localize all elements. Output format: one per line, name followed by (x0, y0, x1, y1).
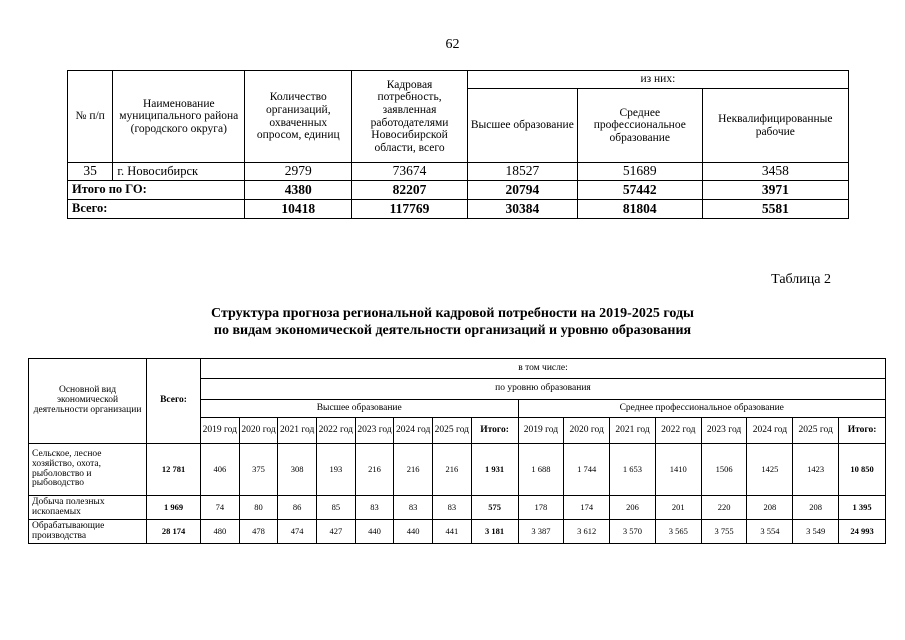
secondary-value: 1506 (701, 444, 747, 496)
higher-value: 440 (394, 520, 433, 544)
secondary-value: 3 565 (655, 520, 701, 544)
header-demand: Кадровая потребность, заявленная работодателями Новосибирской области, всего (352, 71, 467, 163)
district-demand-table (67, 70, 849, 219)
year-header: 2025 год (793, 418, 839, 444)
secondary-value: 3 570 (610, 520, 656, 544)
year-header: 2024 год (747, 418, 793, 444)
year-header: 2021 год (278, 418, 317, 444)
total-all-row (68, 200, 849, 219)
total-go-unskilled: 3971 (702, 181, 848, 200)
secondary-value: 3 387 (518, 520, 564, 544)
header-num: № п/п (68, 71, 113, 163)
header-higher: Высшее образование (467, 89, 577, 163)
total-go-secondary: 57442 (577, 181, 702, 200)
table-row (29, 496, 886, 520)
row-orgs: 2979 (245, 163, 352, 181)
secondary-value: 1 744 (564, 444, 610, 496)
secondary-value: 1 653 (610, 444, 656, 496)
row-num: 35 (68, 163, 113, 181)
year-header: 2019 год (200, 418, 239, 444)
total-go-label: Итого по ГО: (68, 181, 245, 200)
secondary-value: 1425 (747, 444, 793, 496)
higher-total: 575 (471, 496, 518, 520)
year-header: 2024 год (394, 418, 433, 444)
row-name: г. Новосибирск (113, 163, 245, 181)
secondary-value: 3 755 (701, 520, 747, 544)
higher-value: 216 (355, 444, 394, 496)
higher-value: 480 (200, 520, 239, 544)
total-all-unskilled: 5581 (702, 200, 848, 219)
row-higher: 18527 (467, 163, 577, 181)
activity-name: Добыча полезных ископаемых (29, 496, 147, 520)
year-header: 2022 год (655, 418, 701, 444)
higher-value: 440 (355, 520, 394, 544)
higher-value: 83 (433, 496, 472, 520)
page-number: 62 (445, 37, 460, 52)
row-total: 1 969 (147, 496, 201, 520)
higher-value: 74 (200, 496, 239, 520)
table-row (29, 444, 886, 496)
forecast-structure-table (28, 358, 886, 544)
higher-value: 216 (433, 444, 472, 496)
header-secondary: Среднее профессиональное образование (577, 89, 702, 163)
header-total: Всего: (147, 359, 201, 444)
secondary-value: 1 688 (518, 444, 564, 496)
row-total: 28 174 (147, 520, 201, 544)
row-demand: 73674 (352, 163, 467, 181)
total-all-label: Всего: (68, 200, 245, 219)
header-higher-edu: Высшее образование (200, 400, 518, 418)
secondary-total: 24 993 (839, 520, 886, 544)
total-go-higher: 20794 (467, 181, 577, 200)
secondary-value: 178 (518, 496, 564, 520)
year-header: 2023 год (355, 418, 394, 444)
table-row (68, 163, 849, 181)
total-go-orgs: 4380 (245, 181, 352, 200)
higher-value: 83 (355, 496, 394, 520)
table2-title (0, 305, 905, 339)
secondary-value: 174 (564, 496, 610, 520)
secondary-value: 1423 (793, 444, 839, 496)
higher-total: 1 931 (471, 444, 518, 496)
table-row (29, 520, 886, 544)
table2-title-line1: Структура прогноза региональной кадровой потребности на 2019-2025 годы (211, 306, 694, 321)
higher-value: 85 (317, 496, 356, 520)
secondary-subtotal-header: Итого: (839, 418, 886, 444)
total-all-demand: 117769 (352, 200, 467, 219)
total-all-secondary: 81804 (577, 200, 702, 219)
total-all-higher: 30384 (467, 200, 577, 219)
higher-subtotal-header: Итого: (471, 418, 518, 444)
header-of-them: из них: (467, 71, 848, 89)
higher-value: 375 (239, 444, 278, 496)
year-header: 2020 год (239, 418, 278, 444)
total-go-demand: 82207 (352, 181, 467, 200)
higher-value: 427 (317, 520, 356, 544)
higher-value: 308 (278, 444, 317, 496)
row-secondary: 51689 (577, 163, 702, 181)
table2-caption: Таблица 2 (771, 272, 831, 287)
year-header: 2020 год (564, 418, 610, 444)
header-activity: Основной вид экономической деятельности организации (29, 359, 147, 444)
secondary-value: 208 (747, 496, 793, 520)
secondary-value: 220 (701, 496, 747, 520)
higher-value: 406 (200, 444, 239, 496)
higher-value: 86 (278, 496, 317, 520)
higher-value: 83 (394, 496, 433, 520)
header-secondary-edu: Среднее профессиональное образование (518, 400, 886, 418)
secondary-total: 10 850 (839, 444, 886, 496)
higher-value: 441 (433, 520, 472, 544)
table2-title-line2: по видам экономической деятельности организаций и уровню образования (213, 323, 692, 338)
activity-name: Обрабатывающие производства (29, 520, 147, 544)
header-district: Наименование муниципального района (городского округа) (113, 71, 245, 163)
header-by-level: по уровню образования (200, 379, 885, 400)
secondary-value: 206 (610, 496, 656, 520)
higher-value: 193 (317, 444, 356, 496)
higher-value: 478 (239, 520, 278, 544)
secondary-value: 3 549 (793, 520, 839, 544)
header-orgs: Количество организаций, охваченных опросом, единиц (245, 71, 352, 163)
total-go-row (68, 181, 849, 200)
higher-total: 3 181 (471, 520, 518, 544)
year-header: 2023 год (701, 418, 747, 444)
secondary-total: 1 395 (839, 496, 886, 520)
year-header: 2021 год (610, 418, 656, 444)
secondary-value: 3 554 (747, 520, 793, 544)
higher-value: 216 (394, 444, 433, 496)
header-including: в том числе: (200, 359, 885, 379)
secondary-value: 3 612 (564, 520, 610, 544)
higher-value: 474 (278, 520, 317, 544)
secondary-value: 208 (793, 496, 839, 520)
total-all-orgs: 10418 (245, 200, 352, 219)
secondary-value: 1410 (655, 444, 701, 496)
activity-name: Сельское, лесное хозяйство, охота, рыболовство и рыбоводство (29, 444, 147, 496)
row-total: 12 781 (147, 444, 201, 496)
header-unskilled: Неквалифицированные рабочие (702, 89, 848, 163)
year-header: 2019 год (518, 418, 564, 444)
year-header: 2022 год (317, 418, 356, 444)
higher-value: 80 (239, 496, 278, 520)
year-header: 2025 год (433, 418, 472, 444)
row-unskilled: 3458 (702, 163, 848, 181)
secondary-value: 201 (655, 496, 701, 520)
